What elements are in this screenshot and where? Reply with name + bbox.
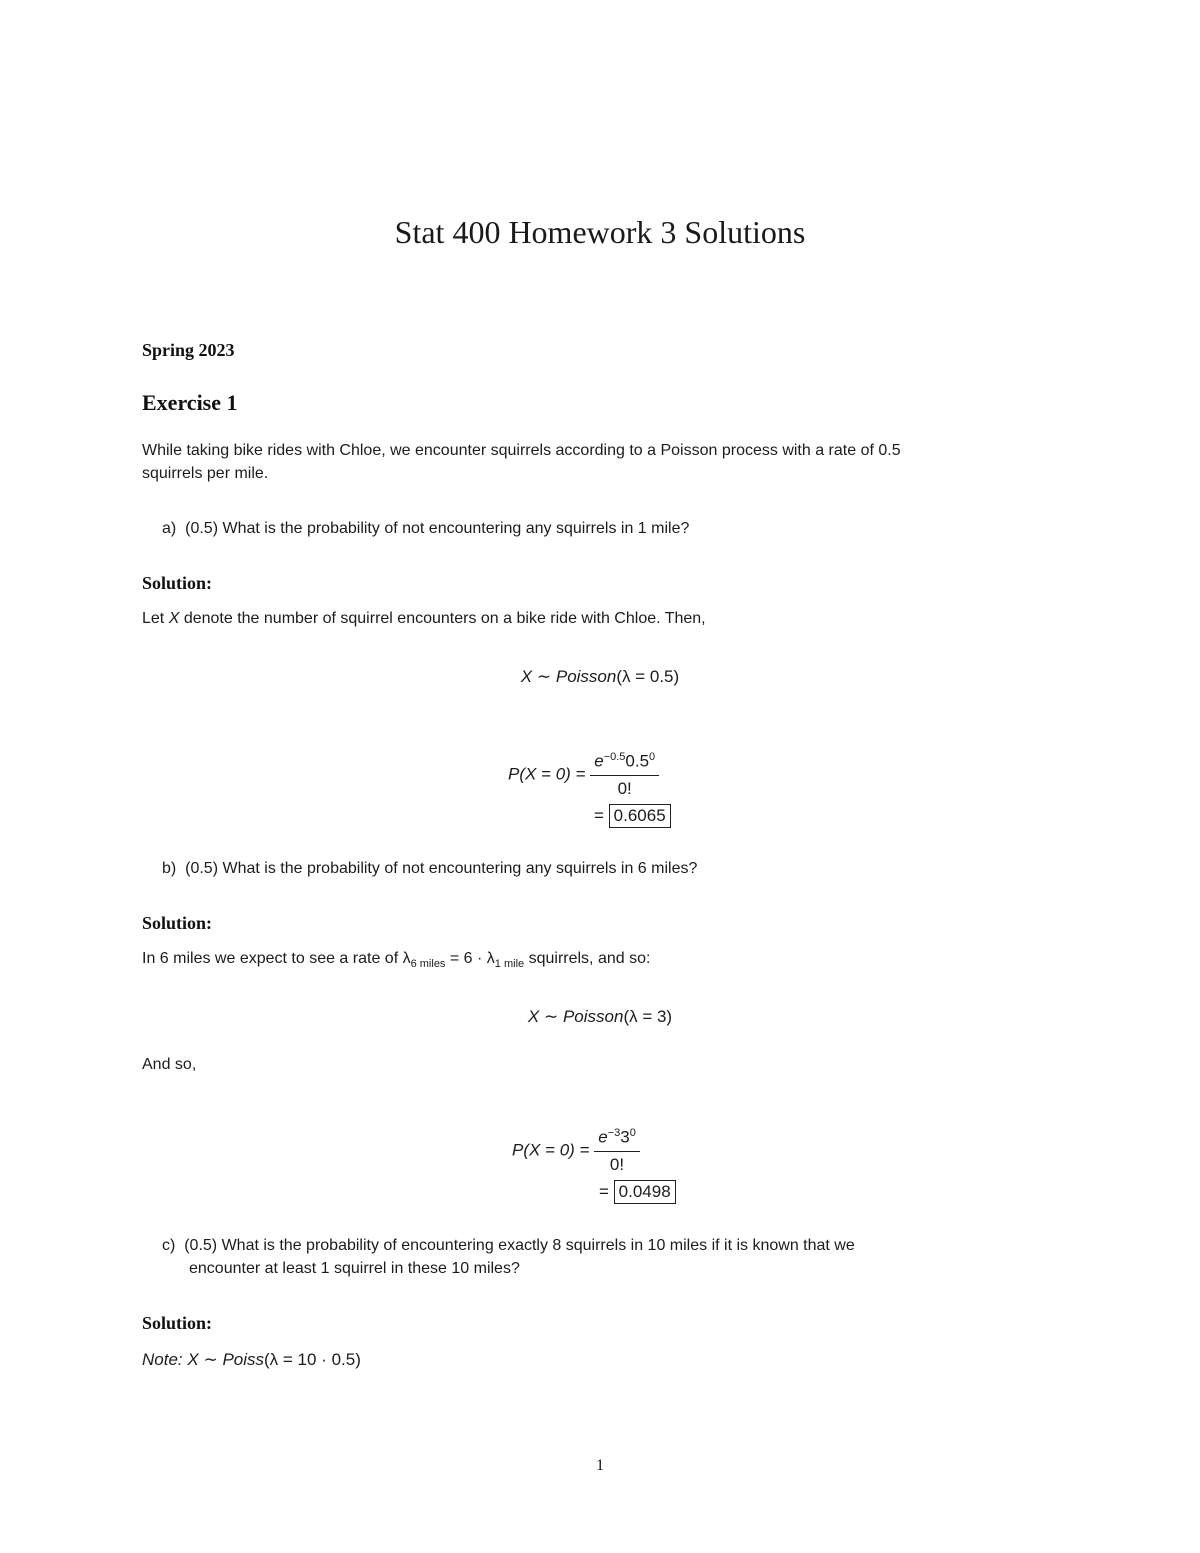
question-text: (0.5) What is the probability of not encountering any squirrels in 1 mile?: [185, 520, 690, 537]
boxed-answer: 0.6065: [609, 804, 671, 828]
text: In 6 miles we expect to see a rate of: [142, 950, 399, 967]
text: = 6 · λ: [449, 950, 495, 967]
exponent: 0: [649, 751, 656, 763]
e-symbol: e: [598, 1127, 608, 1147]
exercise-heading: Exercise 1: [142, 390, 238, 415]
fraction: [594, 1127, 640, 1175]
subscript: 6 miles: [410, 958, 446, 971]
term-heading: Spring 2023: [142, 340, 235, 360]
boxed-answer: 0.0498: [614, 1180, 676, 1204]
e-symbol: e: [594, 751, 604, 771]
numerator: [590, 751, 659, 776]
denominator: 0!: [609, 1154, 625, 1174]
exponent: −0.5: [603, 751, 626, 763]
question-b: [162, 860, 697, 878]
equation-lhs: P(X = 0) =: [512, 1140, 590, 1160]
variable-x: X: [187, 1350, 199, 1369]
distribution-name: Poiss: [222, 1350, 265, 1369]
equation-a: [508, 751, 659, 799]
intro-line-1: While taking bike rides with Chloe, we encounter squirrels according to a Poisson process with a rate of 0.5: [142, 442, 901, 459]
equals-sign: =: [594, 806, 604, 825]
question-text: (0.5) What is the probability of encountering exactly 8 squirrels in 10 miles if it is known that we: [184, 1237, 855, 1254]
sim-symbol: ∼: [203, 1350, 218, 1369]
distribution-name: Poisson: [562, 1007, 624, 1026]
variable-x: X: [168, 610, 180, 627]
note-label: Note:: [142, 1350, 183, 1369]
note-line: [142, 1350, 361, 1370]
text: Let: [142, 610, 165, 627]
solution-heading-b: Solution:: [142, 913, 213, 933]
and-so-text: And so,: [142, 1056, 197, 1073]
question-a: [162, 520, 689, 538]
intro-line-2: squirrels per mile.: [142, 465, 269, 482]
distribution-arg: (λ = 3): [623, 1007, 673, 1026]
distribution-name: Poisson: [555, 667, 617, 686]
text: denote the number of squirrel encounters on a bike ride with Chloe. Then,: [183, 610, 706, 627]
page-title: Stat 400 Homework 3 Solutions: [394, 214, 806, 250]
solution-heading-a: Solution:: [142, 573, 213, 593]
let-statement: [142, 610, 706, 628]
question-text: (0.5) What is the probability of not encountering any squirrels in 6 miles?: [185, 860, 698, 877]
distribution-arg: (λ = 0.5): [616, 667, 680, 686]
rate-statement: [142, 950, 650, 970]
base-value: 0.5: [625, 751, 650, 771]
base-value: 3: [620, 1127, 630, 1147]
question-marker: b): [162, 860, 177, 877]
sim-symbol: ∼: [543, 1007, 559, 1026]
result-a: [594, 804, 671, 828]
variable-x: X: [527, 1007, 540, 1026]
numerator: [594, 1127, 640, 1152]
fraction: [590, 751, 659, 799]
question-marker: a): [162, 520, 177, 537]
exponent: 0: [629, 1127, 636, 1139]
variable-x: X: [520, 667, 533, 686]
question-marker: c): [162, 1237, 176, 1254]
sim-symbol: ∼: [536, 667, 552, 686]
question-c: [162, 1237, 855, 1255]
text: squirrels, and so:: [528, 950, 651, 967]
question-c-line-2: encounter at least 1 squirrel in these 10 miles?: [189, 1260, 520, 1277]
equation-b: [512, 1127, 640, 1175]
distribution-a: [0, 667, 1200, 687]
equation-lhs: P(X = 0) =: [508, 764, 586, 784]
result-b: [599, 1180, 676, 1204]
solution-heading-c: Solution:: [142, 1313, 213, 1333]
denominator: 0!: [617, 778, 632, 798]
exponent: −3: [607, 1127, 621, 1139]
page-number: 1: [596, 1457, 604, 1474]
lambda-symbol: λ: [402, 950, 411, 967]
equals-sign: =: [599, 1182, 609, 1201]
subscript: 1 mile: [494, 958, 525, 971]
distribution-arg: (λ = 10 · 0.5): [264, 1350, 361, 1369]
distribution-b: [0, 1007, 1200, 1027]
